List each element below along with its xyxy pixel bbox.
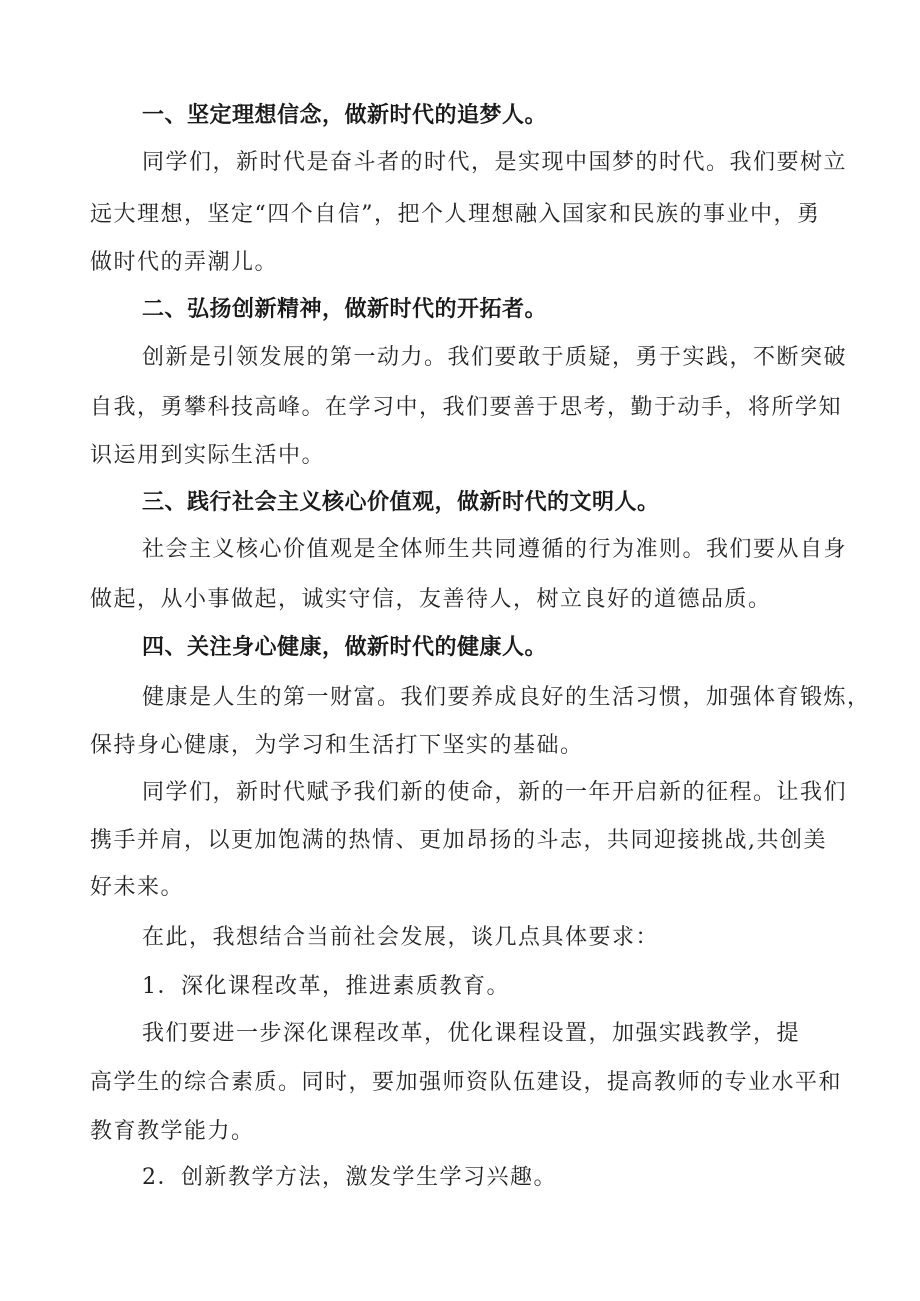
- list-item-title-1: 1．深化课程改革，推进素质教育。: [142, 974, 510, 999]
- paragraph-line: 健康是人生的第一财富。我们要养成良好的生活习惯，加强体育锻炼，: [142, 685, 871, 710]
- paragraph-line: 我们要进一步深化课程改革，优化课程设置，加强实践教学，提: [142, 1021, 801, 1046]
- paragraph-line: 同学们，新时代赋予我们新的使命，新的一年开启新的征程。让我们: [142, 780, 848, 805]
- paragraph-line: 教育教学能力。: [90, 1119, 255, 1144]
- paragraph-line: 高学生的综合素质。同时，要加强师资队伍建设，提高教师的专业水平和: [90, 1070, 843, 1095]
- paragraph-line: 同学们，新时代是奋斗者的时代，是实现中国梦的时代。我们要树立: [142, 150, 848, 175]
- section-heading-1: 一、坚定理想信念，做新时代的追梦人。: [142, 103, 548, 128]
- section-heading-2: 二、弘扬创新精神，做新时代的开拓者。: [142, 297, 548, 322]
- list-item-title-2: 2．创新教学方法，激发学生学习兴趣。: [142, 1165, 557, 1190]
- paragraph-line: 自我，勇攀科技高峰。在学习中，我们要善于思考，勤于动手，将所学知: [90, 395, 843, 420]
- paragraph-line: 好未来。: [90, 875, 185, 900]
- paragraph-line: 远大理想，坚定“四个自信”，把个人理想融入国家和民族的事业中，勇: [90, 202, 821, 227]
- paragraph-line: 做时代的弄潮儿。: [90, 250, 279, 275]
- paragraph-line: 保持身心健康，为学习和生活打下坚实的基础。: [90, 733, 584, 758]
- paragraph-line: 社会主义核心价值观是全体师生共同遵循的行为准则。我们要从自身: [142, 537, 848, 562]
- paragraph-line: 做起，从小事做起，诚实守信，友善待人，树立良好的道德品质。: [90, 587, 772, 612]
- section-heading-3: 三、践行社会主义核心价值观，做新时代的文明人。: [142, 490, 660, 515]
- paragraph-line: 创新是引领发展的第一动力。我们要敢于质疑，勇于实践，不断突破: [142, 345, 848, 370]
- paragraph-line: 识运用到实际生活中。: [90, 443, 326, 468]
- paragraph-line: 携手并肩，以更加饱满的热情、更加昂扬的斗志，共同迎接挑战,共创美: [90, 828, 827, 853]
- section-heading-4: 四、关注身心健康，做新时代的健康人。: [142, 635, 548, 660]
- paragraph-line: 在此，我想结合当前社会发展，谈几点具体要求：: [142, 925, 660, 950]
